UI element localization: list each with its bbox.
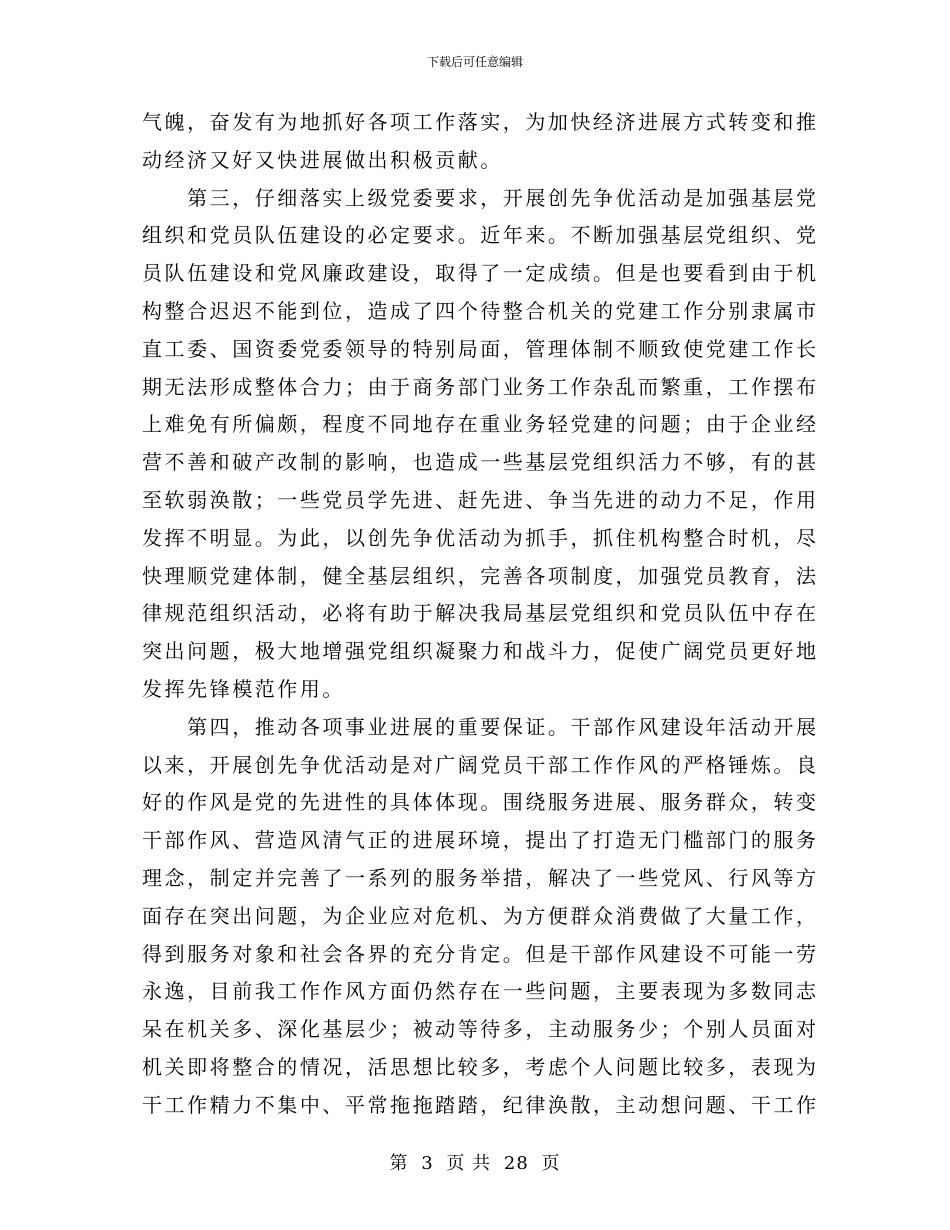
text-line: 理念，制定并完善了一系列的服务举措，解决了一些党风、行风等方 [142, 865, 819, 890]
footer-suffix: 页 [541, 1153, 561, 1174]
text-line: 组织和党员队伍建设的必定要求。近年来。不断加强基层党组织、党 [142, 223, 819, 248]
text-line: 构整合迟迟不能到位，造成了四个待整合机关的党建工作分别隶属市 [142, 298, 819, 323]
text-line: 发挥先锋模范作用。 [142, 676, 345, 701]
footer-total-pages: 28 [503, 1153, 529, 1174]
text-line: 至软弱涣散；一些党员学先进、赶先进、争当先进的动力不足，作用 [142, 487, 819, 512]
text-line: 营不善和破产改制的影响，也造成一些基层党组织活力不够，有的甚 [142, 450, 819, 475]
text-line: 直工委、国资委党委领导的特别局面，管理体制不顺致使党建工作长 [142, 336, 819, 361]
text-line: 气魄，奋发有为地抓好各项工作落实，为加快经济进展方式转变和推 [142, 110, 819, 134]
text-line: 干部作风、营造风清气正的进展环境，提出了打造无门槛部门的服务 [142, 828, 819, 853]
text-line: 得到服务对象和社会各界的充分肯定。但是干部作风建设不可能一劳 [142, 941, 819, 966]
text-line: 机关即将整合的情况，活思想比较多，考虑个人问题比较多，表现为 [142, 1054, 819, 1079]
text-line: 上难免有所偏颇，程度不同地存在重业务轻党建的问题；由于企业经 [142, 412, 819, 437]
text-line: 以来，开展创先争优活动是对广阔党员干部工作作风的严格锤炼。良 [142, 752, 819, 777]
text-line: 永逸，目前我工作作风方面仍然存在一些问题，主要表现为多数同志 [142, 979, 819, 1004]
document-body [142, 104, 819, 1125]
paragraph [142, 104, 819, 180]
page-footer [0, 1153, 950, 1175]
footer-prefix: 第 [389, 1153, 409, 1174]
footer-middle: 页 共 [446, 1153, 492, 1174]
text-line: 期无法形成整体合力；由于商务部门业务工作杂乱而繁重，工作摆布 [142, 374, 819, 399]
text-line: 发挥不明显。为此，以创先争优活动为抓手，抓住机构整合时机，尽 [142, 525, 819, 550]
text-line: 员队伍建设和党风廉政建设，取得了一定成绩。但是也要看到由于机 [142, 261, 819, 286]
page-header: 下载后可任意编辑 [426, 55, 523, 69]
text-line: 第四，推动各项事业进展的重要保证。干部作风建设年活动开展 [142, 714, 819, 739]
text-line: 好的作风是党的先进性的具体体现。围绕服务进展、服务群众，转变 [142, 790, 819, 815]
paragraph [142, 180, 819, 709]
text-line: 面存在突出问题，为企业应对危机、为方便群众消费做了大量工作， [142, 903, 819, 928]
text-line: 第三，仔细落实上级党委要求，开展创先争优活动是加强基层党 [142, 185, 819, 210]
paragraph [142, 709, 819, 1125]
text-line: 动经济又好又快进展做出积极贡献。 [142, 147, 503, 172]
text-line: 快理顺党建体制，健全基层组织，完善各项制度，加强党员教育，法 [142, 563, 819, 588]
text-line: 律规范组织活动，必将有助于解决我局基层党组织和党员队伍中存在 [142, 601, 819, 626]
text-line: 突出问题，极大地增强党组织凝聚力和战斗力，促使广阔党员更好地 [142, 639, 819, 664]
text-line: 干工作精力不集中、平常拖拖踏踏，纪律涣散，主动想问题、干工作 [142, 1092, 819, 1117]
text-line: 呆在机关多、深化基层少；被动等待多，主动服务少；个别人员面对 [142, 1017, 819, 1042]
footer-page-number: 3 [421, 1153, 434, 1174]
